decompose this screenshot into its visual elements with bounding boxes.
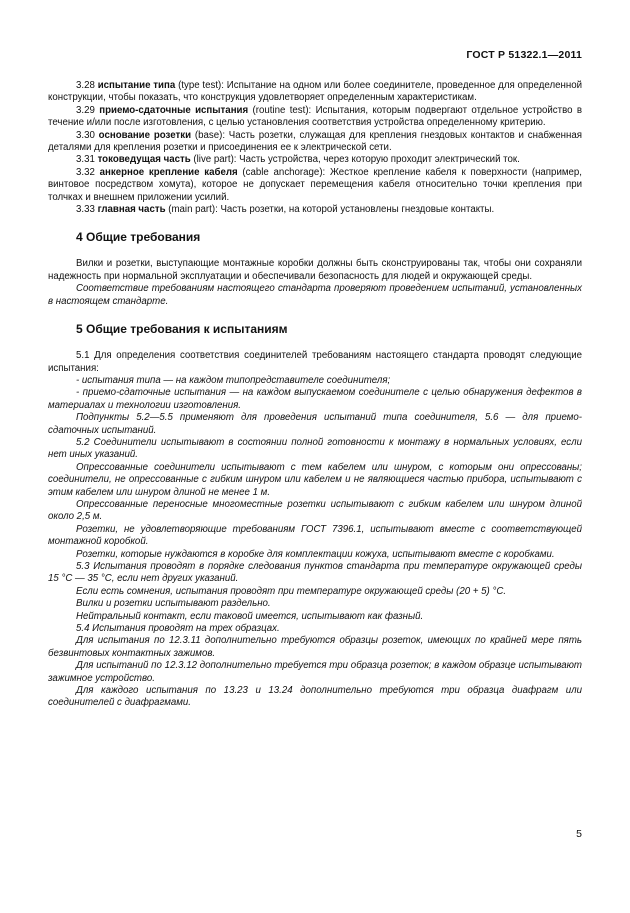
standard-header: ГОСТ Р 51322.1—2011: [466, 49, 582, 61]
section-5-paragraph: 5.1 Для определения соответствия соединителей требованиям настоящего стандарта проводят следующие испытания:: [48, 350, 582, 374]
section-5-paragraph: Розетки, не удовлетворяющие требованиям ГОСТ 7396.1, испытывают вместе с соответствующей монтажной коробкой.: [48, 523, 582, 548]
definition-term: основание розетки: [98, 129, 192, 141]
definition-item: 3.31 токоведущая часть (live part): Часть устройства, через которую проходит электрический ток.: [76, 154, 520, 166]
page-number: 5: [576, 828, 582, 840]
section-5-paragraph: - приемо-сдаточные испытания — на каждом выпускаемом соединителе с целью обнаружения дефектов в материалах и технологии изготовления.: [48, 387, 582, 411]
section-5-paragraph: Для каждого испытания по 13.23 и 13.24 дополнительно требуются три образца диафрагм или соединителей с диафрагмами.: [48, 685, 582, 709]
definition-item: 3.28 испытание типа (type test): Испытание на одном или более соединителе, проведенное для определенной конструкции, чтобы показать, что конструкция удовлетворяет определенным характеристикам.: [48, 80, 582, 104]
section-5-paragraph: 5.4 Испытания проводят на трех образцах.: [76, 623, 280, 635]
section-5-paragraph: Опрессованные переносные многоместные розетки испытывают с гибким кабелем или шнуром длиной около 2,5 м.: [48, 498, 582, 523]
definition-item: 3.29 приемо-сдаточные испытания (routine test): Испытания, которым подвергают отдельное устройство в течение и/или после изготовления, с целью установления соответствия устройства определенному критерию.: [48, 104, 582, 129]
section-5-paragraph: Если есть сомнения, испытания проводят при температуре окружающей среды (20 + 5) °С.: [76, 585, 507, 597]
section-4-paragraph: Вилки и розетки, выступающие монтажные коробки должны быть сконструированы так, чтобы они сохраняли надежность при нормальной эксплуатации и обеспечивали безопасность для людей и окружающей среды.: [48, 258, 582, 282]
section-5-paragraph: Вилки и розетки испытывают раздельно.: [76, 598, 271, 610]
section-5-paragraph: 5.3 Испытания проводят в порядке следования пунктов стандарта при температуре окружающей среды 15 °С — 35 °С, если нет других указаний.: [48, 561, 582, 585]
definition-item: 3.32 анкерное крепление кабеля (cable anchorage): Жесткое крепление кабеля к поверхности (например, винтовое посредством хомута), которое не допускает перемещения кабеля относительно точки крепления при толчках и внешнем приложении усилий.: [48, 166, 582, 203]
definition-term: токоведущая часть: [97, 154, 191, 166]
section-5-paragraph: Для испытаний по 12.3.12 дополнительно требуется три образца розеток; в каждом образце испытывают зажимное устройство.: [48, 660, 582, 684]
section-5-paragraph: Опрессованные соединители испытывают с тем кабелем или шнуром, с которым они опрессованы; соединители, не опрессованные с гибким шнуром или кабелем и не являющиеся частью прибора, испытывают с этим кабелем или шнуром длиной не менее 1 м.: [48, 461, 582, 498]
definition-term: анкерное крепление кабеля: [99, 166, 238, 178]
definitions-block: [48, 80, 582, 216]
definition-term: испытание типа: [97, 80, 176, 91]
section-5-paragraph: 5.2 Соединители испытывают в состоянии полной готовности к монтажу в нормальных условиях, если нет иных указаний.: [48, 436, 582, 461]
definition-item: 3.30 основание розетки (base): Часть розетки, служащая для крепления гнездовых контактов и снабженная деталями для крепления розетки и присоединения ее к электрической сети.: [48, 129, 582, 154]
section-4-compliance-note: Соответствие требованиям настоящего стандарта проверяют проведением испытаний, установленных в настоящем стандарте.: [48, 283, 582, 307]
section-5-paragraph: Нейтральный контакт, если таковой имеется, испытывают как фазный.: [76, 610, 424, 622]
section-5-paragraph: Розетки, которые нуждаются в коробке для комплектации кожуха, испытывают вместе с коробками.: [76, 548, 555, 560]
section-5-heading: 5 Общие требования к испытаниям: [76, 322, 288, 337]
page-content: [48, 80, 582, 710]
definition-item: 3.33 главная часть (main part): Часть розетки, на которой установлены гнездовые контакты.: [76, 204, 495, 216]
section-4-heading: 4 Общие требования: [76, 230, 201, 245]
definition-term: главная часть: [97, 204, 166, 216]
section-5-paragraph: Для испытания по 12.3.11 дополнительно требуются образцы розеток, имеющих по крайней мере пять безвинтовых контактных зажимов.: [48, 635, 582, 659]
section-5-paragraph: - испытания типа — на каждом типопредставителе соединителя;: [76, 374, 391, 386]
section-5-paragraph: Подпункты 5.2—5.5 применяют для проведения испытаний типа соединителя, 5.6 — для приемо-сдаточных испытаний.: [48, 412, 582, 436]
definition-term: приемо-сдаточные испытания: [99, 104, 249, 116]
